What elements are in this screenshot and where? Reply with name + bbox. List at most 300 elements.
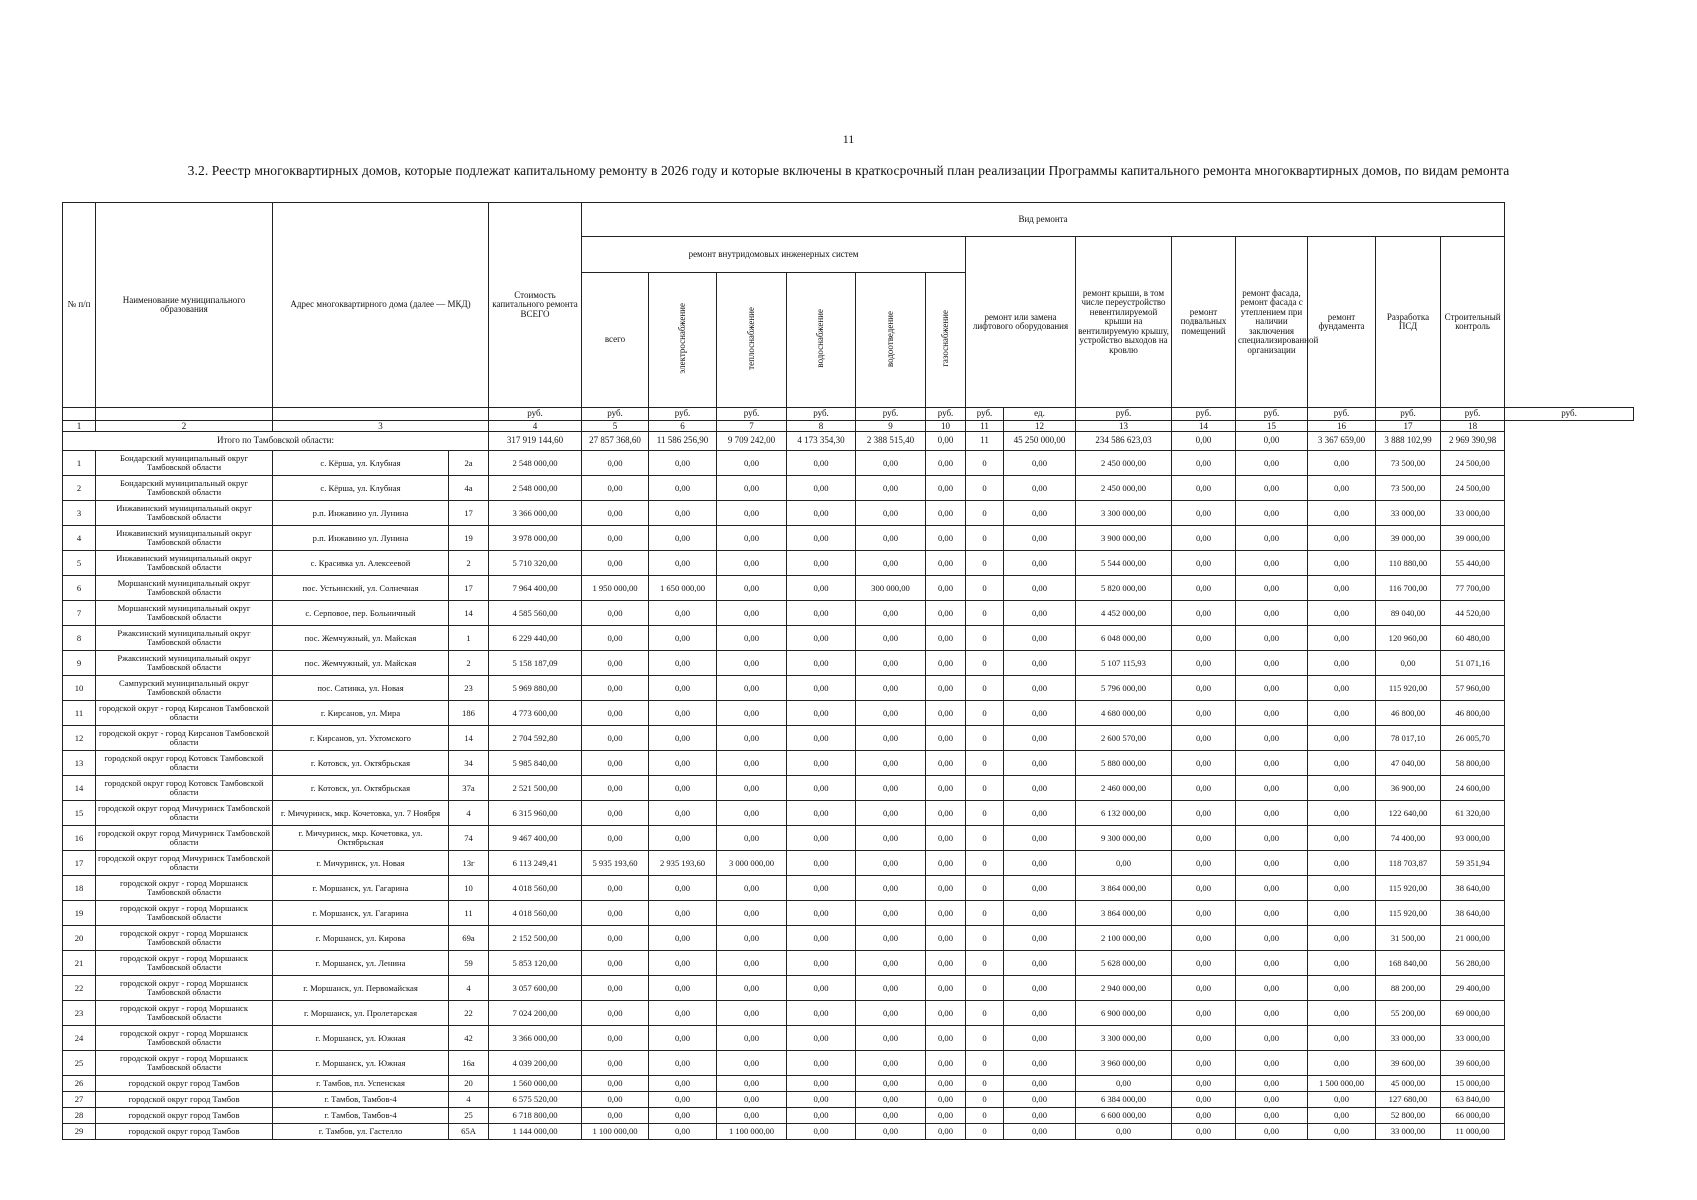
row-value: 57 960,00 [1441,676,1505,701]
header-lift: ремонт или замена лифтового оборудования [966,237,1076,408]
table-row [63,976,1634,1001]
row-value: 0,00 [787,1108,856,1124]
column-number: 1 [63,421,96,432]
row-value: 118 703,87 [1376,851,1441,876]
row-value: 0,00 [1236,676,1308,701]
table-row [63,851,1634,876]
row-value: 0,00 [1308,701,1376,726]
row-value: 0,00 [1004,976,1076,1001]
row-value: 1 100 000,00 [582,1124,649,1140]
unit-cell: руб. [1505,408,1634,421]
table-row [63,501,1634,526]
row-value: 0,00 [1308,926,1376,951]
row-value: 110 880,00 [1376,551,1441,576]
row-value: 3 960 000,00 [1076,1051,1172,1076]
row-value: 0,00 [1004,876,1076,901]
row-house-number: 19 [449,526,489,551]
row-value: 0,00 [1308,676,1376,701]
row-value: 0,00 [787,601,856,626]
row-value: 3 864 000,00 [1076,876,1172,901]
row-value: 0 [966,1051,1004,1076]
row-address: р.п. Инжавино ул. Лунина [273,526,449,551]
row-value: 5 935 193,60 [582,851,649,876]
row-municipality: городской округ город Тамбов [96,1092,273,1108]
row-value: 4 018 560,00 [489,876,582,901]
row-value: 0,00 [582,651,649,676]
row-value: 0,00 [926,751,966,776]
row-value: 0,00 [582,901,649,926]
row-value: 0,00 [717,751,787,776]
row-value: 0,00 [787,751,856,776]
total-label: Итого по Тамбовской области: [63,432,489,451]
row-house-number: 59 [449,951,489,976]
table-row [63,876,1634,901]
row-value: 88 200,00 [1376,976,1441,1001]
row-value: 33 000,00 [1441,1026,1505,1051]
row-value: 0,00 [856,551,926,576]
row-value: 0,00 [926,876,966,901]
row-value: 0,00 [1308,876,1376,901]
row-value: 0 [966,651,1004,676]
row-value: 2 152 500,00 [489,926,582,951]
total-value: 0,00 [1172,432,1236,451]
row-value: 0,00 [926,826,966,851]
row-value: 0,00 [1004,1124,1076,1140]
row-value: 0,00 [1172,876,1236,901]
row-value: 36 900,00 [1376,776,1441,801]
row-value: 3 978 000,00 [489,526,582,551]
row-value: 3 366 000,00 [489,501,582,526]
row-municipality: Бондарский муниципальный округ Тамбовской области [96,476,273,501]
row-value: 0,00 [717,1092,787,1108]
row-value: 0,00 [1308,751,1376,776]
row-address: г. Мичуринск, мкр. Кочетовка, ул. Октябрьская [273,826,449,851]
total-value: 4 173 354,30 [787,432,856,451]
row-value: 0,00 [1076,851,1172,876]
row-value: 69 000,00 [1441,1001,1505,1026]
row-value: 0,00 [582,976,649,1001]
row-value: 0,00 [1004,801,1076,826]
row-address: г. Моршанск, ул. Гагарина [273,901,449,926]
row-house-number: 186 [449,701,489,726]
row-value: 0,00 [582,1001,649,1026]
row-value: 2 548 000,00 [489,451,582,476]
row-value: 0,00 [1236,701,1308,726]
row-value: 0 [966,876,1004,901]
row-number: 6 [63,576,96,601]
row-value: 0,00 [1172,701,1236,726]
row-value: 0,00 [1308,951,1376,976]
row-value: 0,00 [926,676,966,701]
row-value: 0 [966,926,1004,951]
row-value: 0,00 [1172,926,1236,951]
row-value: 0,00 [649,676,717,701]
row-value: 0,00 [1308,501,1376,526]
header-municipality: Наименование муниципального образования [96,203,273,408]
row-value: 0,00 [1308,801,1376,826]
total-value: 0,00 [1236,432,1308,451]
row-value: 3 366 000,00 [489,1026,582,1051]
row-value: 0,00 [1172,451,1236,476]
row-value: 5 544 000,00 [1076,551,1172,576]
row-address: г. Котовск, ул. Октябрьская [273,776,449,801]
total-row [63,432,1634,451]
column-numbers-row [63,421,1634,432]
row-value: 0,00 [1236,576,1308,601]
row-municipality: Моршанский муниципальный округ Тамбовской области [96,576,273,601]
row-value: 39 000,00 [1441,526,1505,551]
row-address: с. Красивка ул. Алексеевой [273,551,449,576]
row-value: 0,00 [1172,676,1236,701]
row-house-number: 20 [449,1076,489,1092]
row-value: 0,00 [1004,776,1076,801]
row-value: 0,00 [1004,1076,1076,1092]
row-number: 23 [63,1001,96,1026]
row-number: 21 [63,951,96,976]
row-value: 0,00 [856,976,926,1001]
row-municipality: городской округ - город Моршанск Тамбовской области [96,1051,273,1076]
row-municipality: городской округ город Мичуринск Тамбовской области [96,851,273,876]
row-value: 0,00 [787,551,856,576]
column-number: 12 [1004,421,1076,432]
row-value: 2 600 570,00 [1076,726,1172,751]
table-row [63,1051,1634,1076]
total-value: 11 [966,432,1004,451]
row-value: 0,00 [1308,551,1376,576]
row-value: 4 680 000,00 [1076,701,1172,726]
row-value: 0,00 [1236,651,1308,676]
row-value: 0,00 [582,526,649,551]
row-value: 3 300 000,00 [1076,1026,1172,1051]
row-value: 0,00 [1308,776,1376,801]
header-foundation: ремонт фундамента [1308,237,1376,408]
row-value: 4 018 560,00 [489,901,582,926]
row-value: 0,00 [1308,1026,1376,1051]
row-value: 0,00 [1004,676,1076,701]
row-value: 4 773 600,00 [489,701,582,726]
row-address: г. Моршанск, ул. Гагарина [273,876,449,901]
row-value: 0,00 [649,1001,717,1026]
header-gas: газоснабжение [939,310,950,368]
row-value: 0,00 [649,526,717,551]
row-value: 0,00 [1004,1108,1076,1124]
row-value: 122 640,00 [1376,801,1441,826]
row-value: 33 000,00 [1441,501,1505,526]
row-value: 0,00 [717,901,787,926]
row-value: 0,00 [926,626,966,651]
total-value: 27 857 368,60 [582,432,649,451]
row-value: 0,00 [1004,1001,1076,1026]
row-municipality: Моршанский муниципальный округ Тамбовской области [96,601,273,626]
row-municipality: городской округ - город Моршанск Тамбовской области [96,876,273,901]
row-value: 0,00 [856,901,926,926]
row-value: 0,00 [856,951,926,976]
row-value: 0,00 [1172,1108,1236,1124]
table-row [63,951,1634,976]
header-total-cost: Стоимость капитального ремонта ВСЕГО [489,203,582,408]
column-number: 4 [489,421,582,432]
row-address: г. Моршанск, ул. Первомайская [273,976,449,1001]
row-house-number: 37а [449,776,489,801]
row-municipality: городской округ - город Моршанск Тамбовской области [96,976,273,1001]
row-value: 0 [966,751,1004,776]
row-value: 9 467 400,00 [489,826,582,851]
table-row [63,626,1634,651]
row-house-number: 69а [449,926,489,951]
row-house-number: 16а [449,1051,489,1076]
column-number: 6 [649,421,717,432]
row-address: пос. Сатинка, ул. Новая [273,676,449,701]
table-row [63,476,1634,501]
row-value: 0,00 [787,1001,856,1026]
row-value: 0,00 [1308,576,1376,601]
row-municipality: Ржаксинский муниципальный округ Тамбовской области [96,651,273,676]
row-value: 89 040,00 [1376,601,1441,626]
row-value: 0,00 [717,976,787,1001]
row-value: 0,00 [649,1108,717,1124]
unit-cell: руб. [1441,408,1505,421]
row-value: 0,00 [1308,1051,1376,1076]
row-value: 24 500,00 [1441,451,1505,476]
row-value: 0,00 [717,951,787,976]
row-value: 0,00 [717,1026,787,1051]
row-house-number: 4 [449,1092,489,1108]
row-value: 0,00 [1172,826,1236,851]
row-value: 55 200,00 [1376,1001,1441,1026]
row-value: 74 400,00 [1376,826,1441,851]
row-value: 0,00 [649,826,717,851]
row-value: 0 [966,576,1004,601]
row-value: 0,00 [856,601,926,626]
row-value: 0 [966,826,1004,851]
row-value: 0,00 [926,951,966,976]
row-address: пос. Устьинский, ул. Солнечная [273,576,449,601]
row-value: 0,00 [582,1092,649,1108]
unit-cell: руб. [1172,408,1236,421]
row-value: 0,00 [1172,901,1236,926]
row-value: 0,00 [787,1076,856,1092]
row-value: 47 040,00 [1376,751,1441,776]
row-value: 0,00 [856,1001,926,1026]
total-value: 3 367 659,00 [1308,432,1376,451]
row-value: 0,00 [1172,526,1236,551]
row-value: 0,00 [1236,976,1308,1001]
row-value: 0,00 [582,501,649,526]
row-value: 0,00 [787,776,856,801]
row-municipality: Инжавинский муниципальный округ Тамбовской области [96,526,273,551]
row-value: 0,00 [1172,976,1236,1001]
row-municipality: Инжавинский муниципальный округ Тамбовской области [96,551,273,576]
row-value: 0,00 [1004,501,1076,526]
row-value: 0,00 [1308,726,1376,751]
row-value: 0,00 [1004,626,1076,651]
row-house-number: 13г [449,851,489,876]
table-row [63,551,1634,576]
row-value: 0,00 [926,801,966,826]
row-value: 0,00 [649,726,717,751]
total-value: 317 919 144,60 [489,432,582,451]
row-value: 0,00 [787,501,856,526]
row-value: 0,00 [1004,1092,1076,1108]
row-house-number: 42 [449,1026,489,1051]
total-value: 9 709 242,00 [717,432,787,451]
row-value: 0,00 [649,1124,717,1140]
row-value: 0,00 [1172,576,1236,601]
table-row [63,701,1634,726]
row-value: 0,00 [1004,476,1076,501]
unit-cell: руб. [717,408,787,421]
row-value: 33 000,00 [1376,501,1441,526]
row-value: 0,00 [1236,451,1308,476]
row-value: 1 100 000,00 [717,1124,787,1140]
row-value: 0 [966,851,1004,876]
table-row [63,726,1634,751]
page-number: 11 [842,132,855,146]
row-value: 0,00 [582,751,649,776]
row-address: пос. Жемчужный, ул. Майская [273,651,449,676]
column-number: 17 [1376,421,1441,432]
row-value: 0,00 [926,476,966,501]
row-number: 1 [63,451,96,476]
row-value: 56 280,00 [1441,951,1505,976]
row-value: 0,00 [717,501,787,526]
row-number: 28 [63,1108,96,1124]
row-value: 0,00 [926,551,966,576]
row-value: 0,00 [649,501,717,526]
row-value: 0,00 [926,451,966,476]
row-value: 38 640,00 [1441,876,1505,901]
row-value: 0,00 [856,1026,926,1051]
row-value: 0,00 [717,926,787,951]
row-value: 46 800,00 [1441,701,1505,726]
row-house-number: 23 [449,676,489,701]
row-value: 0,00 [1004,551,1076,576]
row-value: 0,00 [717,876,787,901]
row-value: 0,00 [787,451,856,476]
row-value: 0,00 [856,626,926,651]
row-value: 0,00 [1236,726,1308,751]
row-value: 0,00 [717,1108,787,1124]
unit-cell: руб. [1376,408,1441,421]
row-value: 0,00 [582,451,649,476]
row-value: 0,00 [787,676,856,701]
row-value: 4 585 560,00 [489,601,582,626]
row-value: 0 [966,1108,1004,1124]
unit-cell: руб. [1308,408,1376,421]
row-value: 0 [966,601,1004,626]
row-value: 0,00 [1236,926,1308,951]
column-number: 2 [96,421,273,432]
row-value: 2 935 193,60 [649,851,717,876]
total-value: 45 250 000,00 [1004,432,1076,451]
row-municipality: городской округ - город Моршанск Тамбовской области [96,926,273,951]
row-address: г. Кирсанов, ул. Мира [273,701,449,726]
row-number: 5 [63,551,96,576]
row-number: 4 [63,526,96,551]
row-value: 0,00 [717,526,787,551]
row-value: 0,00 [856,851,926,876]
row-value: 3 864 000,00 [1076,901,1172,926]
row-value: 0,00 [1308,1124,1376,1140]
row-address: г. Моршанск, ул. Кирова [273,926,449,951]
row-value: 0,00 [926,576,966,601]
row-value: 0,00 [1236,501,1308,526]
row-value: 0,00 [856,926,926,951]
row-value: 0,00 [1308,851,1376,876]
row-value: 0,00 [1308,1001,1376,1026]
row-value: 0 [966,626,1004,651]
row-value: 0 [966,1001,1004,1026]
row-number: 15 [63,801,96,826]
row-municipality: городской округ город Тамбов [96,1124,273,1140]
row-value: 0,00 [582,801,649,826]
row-value: 0,00 [582,951,649,976]
row-value: 6 132 000,00 [1076,801,1172,826]
row-address: р.п. Инжавино ул. Лунина [273,501,449,526]
row-value: 0,00 [1308,476,1376,501]
row-value: 0,00 [787,976,856,1001]
row-house-number: 1 [449,626,489,651]
row-house-number: 4 [449,976,489,1001]
row-value: 0,00 [1308,526,1376,551]
row-value: 0,00 [1004,576,1076,601]
row-value: 0,00 [582,826,649,851]
row-value: 46 800,00 [1376,701,1441,726]
row-number: 29 [63,1124,96,1140]
row-municipality: городской округ город Мичуринск Тамбовской области [96,801,273,826]
table-row [63,751,1634,776]
row-value: 21 000,00 [1441,926,1505,951]
row-value: 0,00 [1308,601,1376,626]
row-value: 0,00 [1236,751,1308,776]
header-eng-total: всего [582,273,649,408]
row-value: 300 000,00 [856,576,926,601]
row-number: 9 [63,651,96,676]
row-value: 0,00 [856,1124,926,1140]
row-value: 5 107 115,93 [1076,651,1172,676]
row-value: 0,00 [1004,701,1076,726]
row-value: 6 384 000,00 [1076,1092,1172,1108]
row-value: 44 520,00 [1441,601,1505,626]
row-value: 38 640,00 [1441,901,1505,926]
row-value: 0,00 [582,476,649,501]
row-value: 6 600 000,00 [1076,1108,1172,1124]
row-value: 2 548 000,00 [489,476,582,501]
row-value: 0,00 [649,926,717,951]
column-number: 3 [273,421,489,432]
row-value: 0,00 [856,501,926,526]
row-value: 0,00 [717,701,787,726]
row-value: 0 [966,1092,1004,1108]
row-municipality: Инжавинский муниципальный округ Тамбовской области [96,501,273,526]
row-value: 0,00 [717,576,787,601]
row-value: 0,00 [926,926,966,951]
row-address: г. Тамбов, пл. Успенская [273,1076,449,1092]
row-value: 0,00 [1236,601,1308,626]
row-value: 7 964 400,00 [489,576,582,601]
row-house-number: 10 [449,876,489,901]
unit-cell: руб. [926,408,966,421]
row-value: 0,00 [1236,626,1308,651]
row-value: 0,00 [582,551,649,576]
row-value: 39 600,00 [1441,1051,1505,1076]
row-value: 2 704 592,80 [489,726,582,751]
row-value: 0,00 [787,801,856,826]
row-value: 0,00 [856,451,926,476]
unit-cell: руб. [1076,408,1172,421]
row-value: 0,00 [856,1051,926,1076]
row-value: 0 [966,776,1004,801]
